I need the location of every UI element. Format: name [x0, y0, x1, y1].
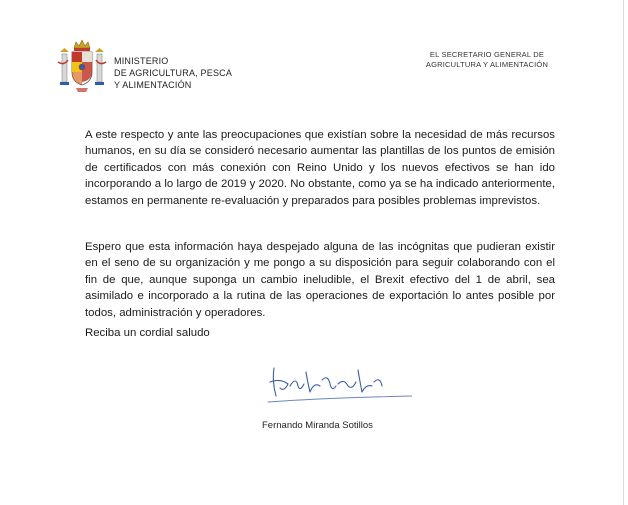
signer-name: Fernando Miranda Sotillos [262, 420, 373, 431]
secretary-line-1: EL SECRETARIO GENERAL DE [429, 50, 545, 59]
ministry-line-3: Y ALIMENTACIÓN [114, 80, 192, 90]
secretary-general-heading [412, 50, 562, 70]
scan-edge [623, 0, 624, 505]
body-paragraph-2: Espero que esta información haya despejado alguna de las incógnitas que pudieran existir en el seno de su organización y me pongo a su disposición para seguir colaborando con el fin de que, aunque suponga un cambio ineludible, el Brexit efectivo del 1 de abril, sea asimilado e incorporado a la rutina de las operaciones de exportación lo antes posible por todos, administración y operadores. [85, 241, 555, 319]
secretary-line-2: AGRICULTURA Y ALIMENTACIÓN [425, 60, 549, 69]
closing-salutation: Reciba un cordial saludo [85, 327, 210, 339]
body-paragraph-1: A este respecto y ante las preocupaciones que existían sobre la necesidad de más recursos humanos, en su día se consideró necesario aumentar las plantillas de los puntos de emisión de certificados con más conexión con Reino Unido y los nuevos efectivos se han ido incorporando a lo largo de 2019 y 2020. No obstante, como ya se ha indicado anteriormente, estamos en permanente re-evaluación y preparados para posibles problemas imprevistos. [85, 129, 555, 207]
ministry-line-2: DE AGRICULTURA, PESCA [114, 68, 233, 78]
spanish-coat-of-arms-icon [56, 38, 108, 94]
ministry-name [114, 55, 232, 91]
ministry-line-1: MINISTERIO [114, 56, 169, 66]
handwritten-signature [262, 362, 412, 412]
